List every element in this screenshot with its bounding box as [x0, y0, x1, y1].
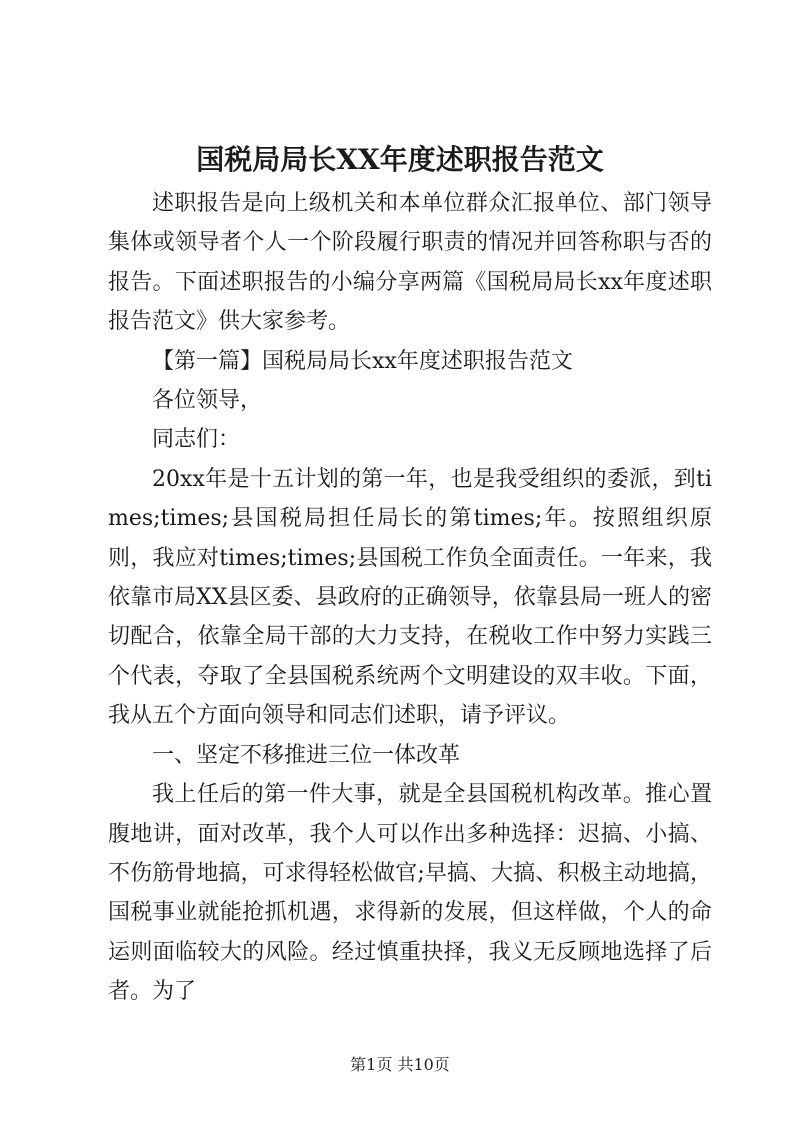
paragraph-overview: 20xx年是十五计划的第一年，也是我受组织的委派，到times;times;县国税局担任局长的第times;年。按照组织原则，我应对times;times;县国税工作负全面责任。一年来，我依靠市局XX县区委、县政府的正确领导，依靠县局一班人的密切配合，依靠全局干部的大力支持，在税收工作中努力实践三个代表，夺取了全县国税系统两个文明建设的双丰收。下面，我从五个方面向领导和同志们述职，请予评议。 — [108, 466, 712, 729]
document-body — [108, 184, 712, 1012]
paragraph-subheading-reform: 一、坚定不移推进三位一体改革 — [152, 742, 461, 768]
paragraph-section-heading: 【第一篇】国税局局长xx年度述职报告范文 — [152, 348, 573, 374]
page-footer: 第1页 共10页 — [350, 1055, 450, 1074]
paragraph-intro: 述职报告是向上级机关和本单位群众汇报单位、部门领导集体或领导者个人一个阶段履行职责的情况并回答称职与否的报告。下面述职报告的小编分享两篇《国税局局长xx年度述职报告范文》供大家参考。 — [108, 191, 712, 335]
paragraph-reform-body: 我上任后的第一件大事，就是全县国税机构改革。推心置腹地讲，面对改革，我个人可以作出多种选择：迟搞、小搞、不伤筋骨地搞，可求得轻松做官;早搞、大搞、积极主动地搞，国税事业就能抢抓机遇，求得新的发展，但这样做，个人的命运则面临较大的风险。经过慎重抉择，我义无反顾地选择了后者。为了 — [108, 782, 712, 1005]
paragraph-salutation-comrades: 同志们： — [152, 427, 241, 453]
paragraph-salutation-leaders: 各位领导， — [152, 388, 263, 414]
document-title: 国税局局长XX年度述职报告范文 — [196, 143, 604, 176]
